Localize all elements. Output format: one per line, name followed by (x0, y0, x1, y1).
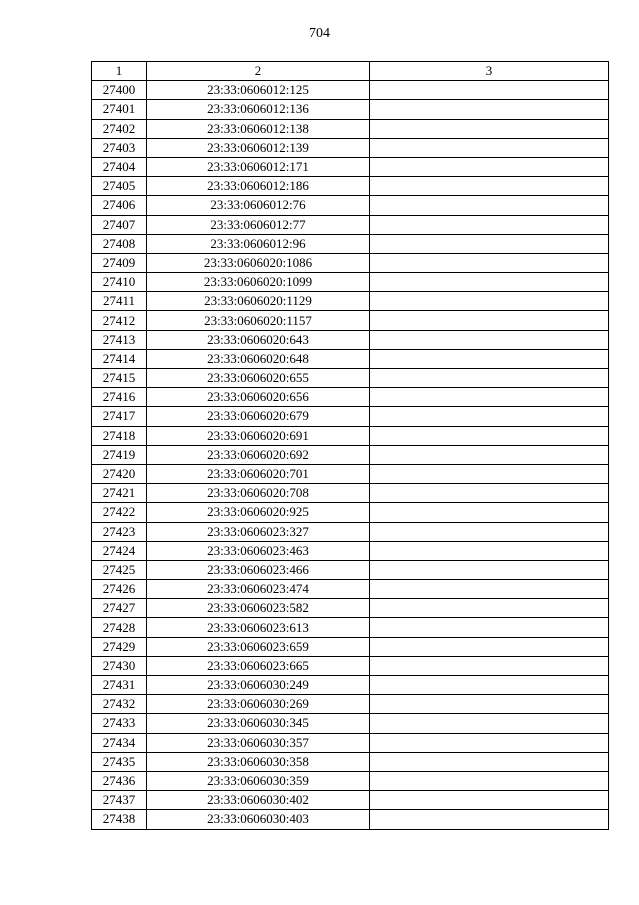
row-number-cell: 27415 (92, 369, 147, 388)
cadastral-number-cell: 23:33:0606023:466 (147, 560, 370, 579)
note-cell (370, 656, 609, 675)
row-number-cell: 27409 (92, 253, 147, 272)
table-row (92, 695, 609, 714)
cadastral-number-cell: 23:33:0606030:249 (147, 676, 370, 695)
note-cell (370, 234, 609, 253)
table-row (92, 810, 609, 829)
row-number-cell: 27433 (92, 714, 147, 733)
cadastral-number-cell: 23:33:0606020:692 (147, 445, 370, 464)
row-number-cell: 27423 (92, 522, 147, 541)
row-number-cell: 27437 (92, 791, 147, 810)
row-number-cell: 27431 (92, 676, 147, 695)
cadastral-number-cell: 23:33:0606030:359 (147, 771, 370, 790)
note-cell (370, 695, 609, 714)
row-number-cell: 27400 (92, 81, 147, 100)
table-row (92, 292, 609, 311)
cadastral-number-cell: 23:33:0606020:648 (147, 349, 370, 368)
cadastral-number-cell: 23:33:0606020:708 (147, 484, 370, 503)
cadastral-number-cell: 23:33:0606020:643 (147, 330, 370, 349)
cadastral-number-cell: 23:33:0606020:701 (147, 464, 370, 483)
note-cell (370, 464, 609, 483)
row-number-cell: 27418 (92, 426, 147, 445)
column-header-1: 1 (92, 62, 147, 81)
table-row (92, 637, 609, 656)
table-row (92, 522, 609, 541)
note-cell (370, 119, 609, 138)
cadastral-number-cell: 23:33:0606020:1086 (147, 253, 370, 272)
table-row (92, 100, 609, 119)
cadastral-number-cell: 23:33:0606030:269 (147, 695, 370, 714)
row-number-cell: 27419 (92, 445, 147, 464)
note-cell (370, 445, 609, 464)
row-number-cell: 27436 (92, 771, 147, 790)
row-number-cell: 27425 (92, 560, 147, 579)
note-cell (370, 560, 609, 579)
note-cell (370, 637, 609, 656)
row-number-cell: 27430 (92, 656, 147, 675)
note-cell (370, 273, 609, 292)
table-row (92, 330, 609, 349)
note-cell (370, 733, 609, 752)
note-cell (370, 426, 609, 445)
note-cell (370, 138, 609, 157)
cadastral-number-cell: 23:33:0606020:1129 (147, 292, 370, 311)
cadastral-number-cell: 23:33:0606020:679 (147, 407, 370, 426)
note-cell (370, 330, 609, 349)
row-number-cell: 27408 (92, 234, 147, 253)
cadastral-number-cell: 23:33:0606020:1099 (147, 273, 370, 292)
row-number-cell: 27438 (92, 810, 147, 829)
row-number-cell: 27428 (92, 618, 147, 637)
cadastral-number-cell: 23:33:0606023:659 (147, 637, 370, 656)
note-cell (370, 81, 609, 100)
note-cell (370, 791, 609, 810)
note-cell (370, 771, 609, 790)
note-cell (370, 157, 609, 176)
table-row (92, 580, 609, 599)
table-row (92, 464, 609, 483)
table-row (92, 177, 609, 196)
row-number-cell: 27427 (92, 599, 147, 618)
row-number-cell: 27412 (92, 311, 147, 330)
cadastral-number-cell: 23:33:0606020:655 (147, 369, 370, 388)
cadastral-number-cell: 23:33:0606023:327 (147, 522, 370, 541)
row-number-cell: 27414 (92, 349, 147, 368)
note-cell (370, 253, 609, 272)
note-cell (370, 177, 609, 196)
note-cell (370, 541, 609, 560)
table-row (92, 676, 609, 695)
cadastral-number-cell: 23:33:0606012:138 (147, 119, 370, 138)
row-number-cell: 27424 (92, 541, 147, 560)
row-number-cell: 27417 (92, 407, 147, 426)
table-row (92, 618, 609, 637)
note-cell (370, 676, 609, 695)
note-cell (370, 369, 609, 388)
row-number-cell: 27406 (92, 196, 147, 215)
note-cell (370, 752, 609, 771)
column-header-3: 3 (370, 62, 609, 81)
cadastral-number-cell: 23:33:0606023:463 (147, 541, 370, 560)
table-row (92, 599, 609, 618)
cadastral-number-cell: 23:33:0606030:402 (147, 791, 370, 810)
row-number-cell: 27402 (92, 119, 147, 138)
cadastral-number-cell: 23:33:0606023:582 (147, 599, 370, 618)
cadastral-number-cell: 23:33:0606020:1157 (147, 311, 370, 330)
cadastral-number-cell: 23:33:0606023:665 (147, 656, 370, 675)
table-row (92, 445, 609, 464)
table-row (92, 656, 609, 675)
note-cell (370, 618, 609, 637)
cadastral-number-cell: 23:33:0606023:613 (147, 618, 370, 637)
row-number-cell: 27405 (92, 177, 147, 196)
note-cell (370, 388, 609, 407)
table-row (92, 119, 609, 138)
table-row (92, 81, 609, 100)
table-row (92, 157, 609, 176)
table-row (92, 234, 609, 253)
note-cell (370, 292, 609, 311)
row-number-cell: 27416 (92, 388, 147, 407)
column-header-2: 2 (147, 62, 370, 81)
table-row (92, 752, 609, 771)
cadastral-number-cell: 23:33:0606012:186 (147, 177, 370, 196)
table-row (92, 273, 609, 292)
table-row (92, 196, 609, 215)
note-cell (370, 503, 609, 522)
table-row (92, 771, 609, 790)
table-row (92, 560, 609, 579)
page-number: 704 (309, 26, 330, 41)
cadastral-number-cell: 23:33:0606012:125 (147, 81, 370, 100)
cadastral-number-cell: 23:33:0606020:691 (147, 426, 370, 445)
row-number-cell: 27403 (92, 138, 147, 157)
note-cell (370, 599, 609, 618)
table-row (92, 369, 609, 388)
cadastral-number-cell: 23:33:0606012:96 (147, 234, 370, 253)
table-row (92, 253, 609, 272)
row-number-cell: 27410 (92, 273, 147, 292)
cadastral-number-cell: 23:33:0606020:925 (147, 503, 370, 522)
cadastral-number-cell: 23:33:0606030:358 (147, 752, 370, 771)
table-row (92, 311, 609, 330)
note-cell (370, 407, 609, 426)
row-number-cell: 27413 (92, 330, 147, 349)
note-cell (370, 311, 609, 330)
row-number-cell: 27420 (92, 464, 147, 483)
row-number-cell: 27426 (92, 580, 147, 599)
note-cell (370, 580, 609, 599)
cadastral-number-cell: 23:33:0606023:474 (147, 580, 370, 599)
note-cell (370, 196, 609, 215)
table-row (92, 733, 609, 752)
cadastral-number-cell: 23:33:0606030:345 (147, 714, 370, 733)
row-number-cell: 27404 (92, 157, 147, 176)
table-row (92, 349, 609, 368)
row-number-cell: 27411 (92, 292, 147, 311)
table-row (92, 138, 609, 157)
note-cell (370, 215, 609, 234)
note-cell (370, 349, 609, 368)
row-number-cell: 27429 (92, 637, 147, 656)
table-row (92, 484, 609, 503)
note-cell (370, 100, 609, 119)
row-number-cell: 27432 (92, 695, 147, 714)
table-row (92, 407, 609, 426)
table-row (92, 791, 609, 810)
header-row (92, 62, 609, 81)
table-body (92, 81, 609, 829)
table-row (92, 503, 609, 522)
note-cell (370, 484, 609, 503)
row-number-cell: 27422 (92, 503, 147, 522)
row-number-cell: 27434 (92, 733, 147, 752)
table-row (92, 541, 609, 560)
row-number-cell: 27421 (92, 484, 147, 503)
table-header (92, 62, 609, 81)
row-number-cell: 27407 (92, 215, 147, 234)
note-cell (370, 522, 609, 541)
cadastral-number-cell: 23:33:0606012:76 (147, 196, 370, 215)
table-row (92, 714, 609, 733)
cadastral-number-cell: 23:33:0606012:171 (147, 157, 370, 176)
cadastral-number-cell: 23:33:0606012:77 (147, 215, 370, 234)
row-number-cell: 27435 (92, 752, 147, 771)
note-cell (370, 714, 609, 733)
registry-table (91, 61, 609, 830)
cadastral-number-cell: 23:33:0606030:357 (147, 733, 370, 752)
cadastral-number-cell: 23:33:0606012:136 (147, 100, 370, 119)
row-number-cell: 27401 (92, 100, 147, 119)
cadastral-number-cell: 23:33:0606012:139 (147, 138, 370, 157)
table-row (92, 426, 609, 445)
table-row (92, 388, 609, 407)
cadastral-number-cell: 23:33:0606020:656 (147, 388, 370, 407)
note-cell (370, 810, 609, 829)
table-row (92, 215, 609, 234)
cadastral-number-cell: 23:33:0606030:403 (147, 810, 370, 829)
